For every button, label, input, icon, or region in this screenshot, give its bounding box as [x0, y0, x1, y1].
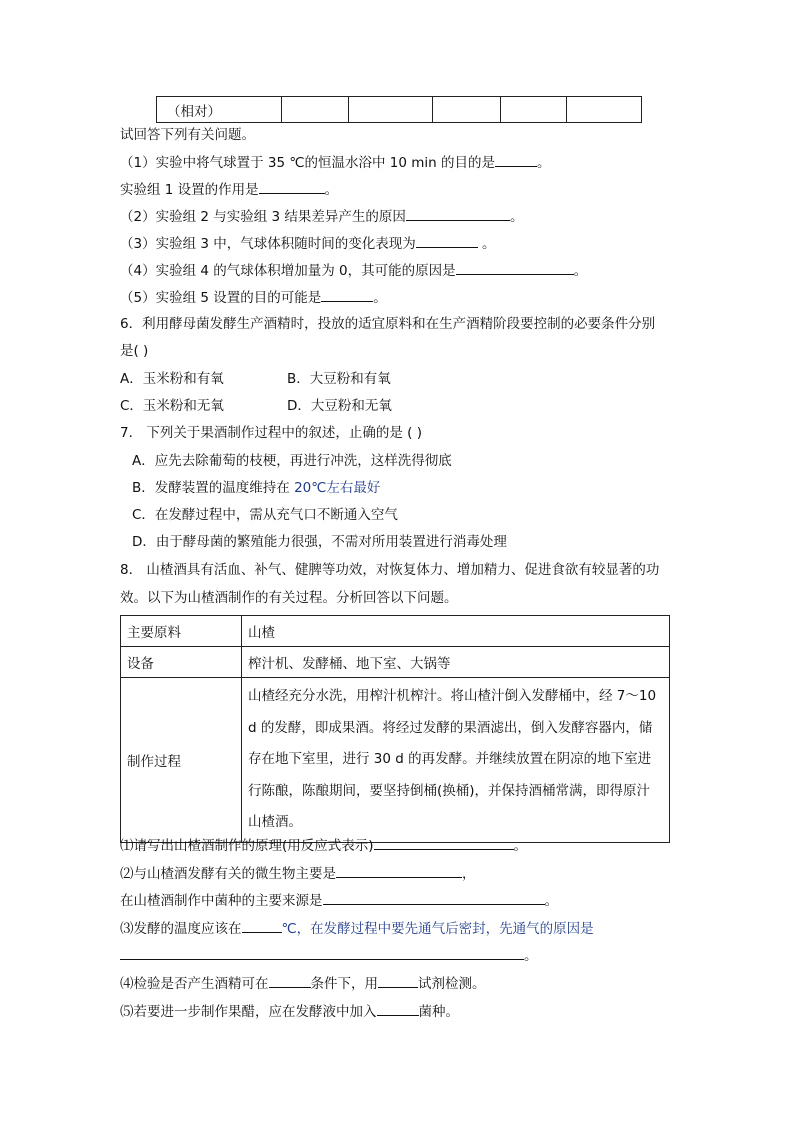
table-cell-key: 主要原料 [121, 616, 242, 647]
q5-sub1b: 实验组 1 设置的作用是 。 [120, 182, 339, 198]
q6-stem-line2: 是( ) [120, 343, 149, 359]
q8-sub2a: ⑵与山楂酒发酵有关的微生物主要是 ， [120, 866, 476, 882]
table-row [121, 647, 670, 678]
q6-option-b[interactable]: B．大豆粉和有氧 [287, 371, 391, 387]
q6-option-a[interactable]: A．玉米粉和有氧 [120, 371, 224, 387]
q8-sub1: ⑴请写出山楂酒制作的原理(用反应式表示) 。 [120, 838, 528, 854]
table-cell-key: 制作过程 [121, 678, 242, 843]
table-row [121, 616, 670, 647]
q7-option-a[interactable]: A．应先去除葡萄的枝梗，再进行冲洗，这样洗得彻底 [132, 453, 452, 469]
q7-option-d[interactable]: D．由于酵母菌的繁殖能力很强，不需对所用装置进行消毒处理 [132, 534, 507, 550]
answer-blank[interactable] [336, 864, 462, 878]
table-cell-key: 设备 [121, 647, 242, 678]
q7-option-c[interactable]: C．在发酵过程中，需从充气口不断通入空气 [132, 507, 398, 523]
answer-blank[interactable] [406, 207, 510, 221]
table-row [121, 678, 670, 843]
table-cell-value: 山楂经充分水洗，用榨汁机榨汁。将山楂汁倒入发酵桶中，经 7～10 d 的发酵，即成果酒。将经过发酵的果酒滤出，倒入发酵容器内，储存在地下室里，进行 30 d 的再发酵。并继续放置在阴凉的地下室进行陈酿，陈酿期间，要坚持倒桶(换桶)，并保持酒桶常满，即得原汁山楂酒。 [242, 678, 670, 843]
answer-blank[interactable] [120, 946, 524, 960]
q7-option-b[interactable]: B．发酵装置的温度维持在 20℃左右最好 [132, 480, 381, 496]
q5-sub2: （2）实验组 2 与实验组 3 结果差异产生的原因 。 [120, 209, 524, 225]
q8-stem-line2: 效。以下为山楂酒制作的有关过程。分析回答以下问题。 [120, 590, 458, 606]
table-cell-value: 山楂 [242, 616, 670, 647]
q5-intro: 试回答下列有关问题。 [120, 127, 255, 143]
q8-sub3b: 。 [120, 946, 538, 965]
table-cell [433, 97, 501, 123]
table-row [157, 97, 642, 123]
table-cell: （相对） [157, 97, 282, 123]
answer-blank[interactable] [377, 1002, 419, 1016]
table-cell [282, 97, 349, 123]
answer-blank[interactable] [269, 974, 311, 988]
table-cell [567, 97, 642, 123]
answer-blank[interactable] [323, 891, 545, 905]
q6-stem-line1: 6．利用酵母菌发酵生产酒精时，投放的适宜原料和在生产酒精阶段要控制的必要条件分别 [120, 316, 656, 332]
table-cell-value: 榨汁机、发酵桶、地下室、大锅等 [242, 647, 670, 678]
results-table-fragment [156, 96, 642, 123]
answer-blank[interactable] [374, 836, 514, 850]
q7-stem: 7． 下列关于果酒制作过程中的叙述，止确的是 ( ) [120, 425, 422, 441]
answer-blank[interactable] [456, 261, 574, 275]
table-cell [501, 97, 567, 123]
q5-sub5: （5）实验组 5 设置的目的可能是 。 [120, 290, 387, 306]
q8-sub3a: ⑶发酵的温度应该在 ℃，在发酵过程中要先通气后密封，先通气的原因是 [120, 921, 594, 937]
recipe-table [120, 615, 670, 843]
q5-sub1: （1）实验中将气球置于 35 ℃的恒温水浴中 10 min 的目的是 。 [120, 155, 551, 171]
answer-blank[interactable] [242, 919, 282, 933]
q8-sub2b: 在山楂酒制作中菌种的主要来源是 。 [120, 893, 558, 909]
q6-option-c[interactable]: C．玉米粉和无氧 [120, 398, 224, 414]
q8-stem-line1: 8． 山楂酒具有活血、补气、健脾等功效，对恢复体力、增加精力、促进食欲有较显著的功 [120, 562, 660, 578]
answer-blank[interactable] [259, 180, 325, 194]
table-cell [349, 97, 433, 123]
answer-blank[interactable] [495, 153, 537, 167]
q5-sub3: （3）实验组 3 中，气球体积随时间的变化表现为 。 [120, 236, 496, 252]
q8-sub5: ⑸若要进一步制作果醋，应在发酵液中加入 菌种。 [120, 1004, 459, 1020]
answer-blank[interactable] [321, 288, 373, 302]
q5-sub4: （4）实验组 4 的气球体积增加量为 0，其可能的原因是 。 [120, 263, 588, 279]
answer-blank[interactable] [378, 974, 418, 988]
q8-sub4: ⑷检验是否产生酒精可在 条件下，用 试剂检测。 [120, 976, 486, 992]
q6-option-d[interactable]: D．大豆粉和无氧 [287, 398, 392, 414]
answer-blank[interactable] [416, 234, 478, 248]
